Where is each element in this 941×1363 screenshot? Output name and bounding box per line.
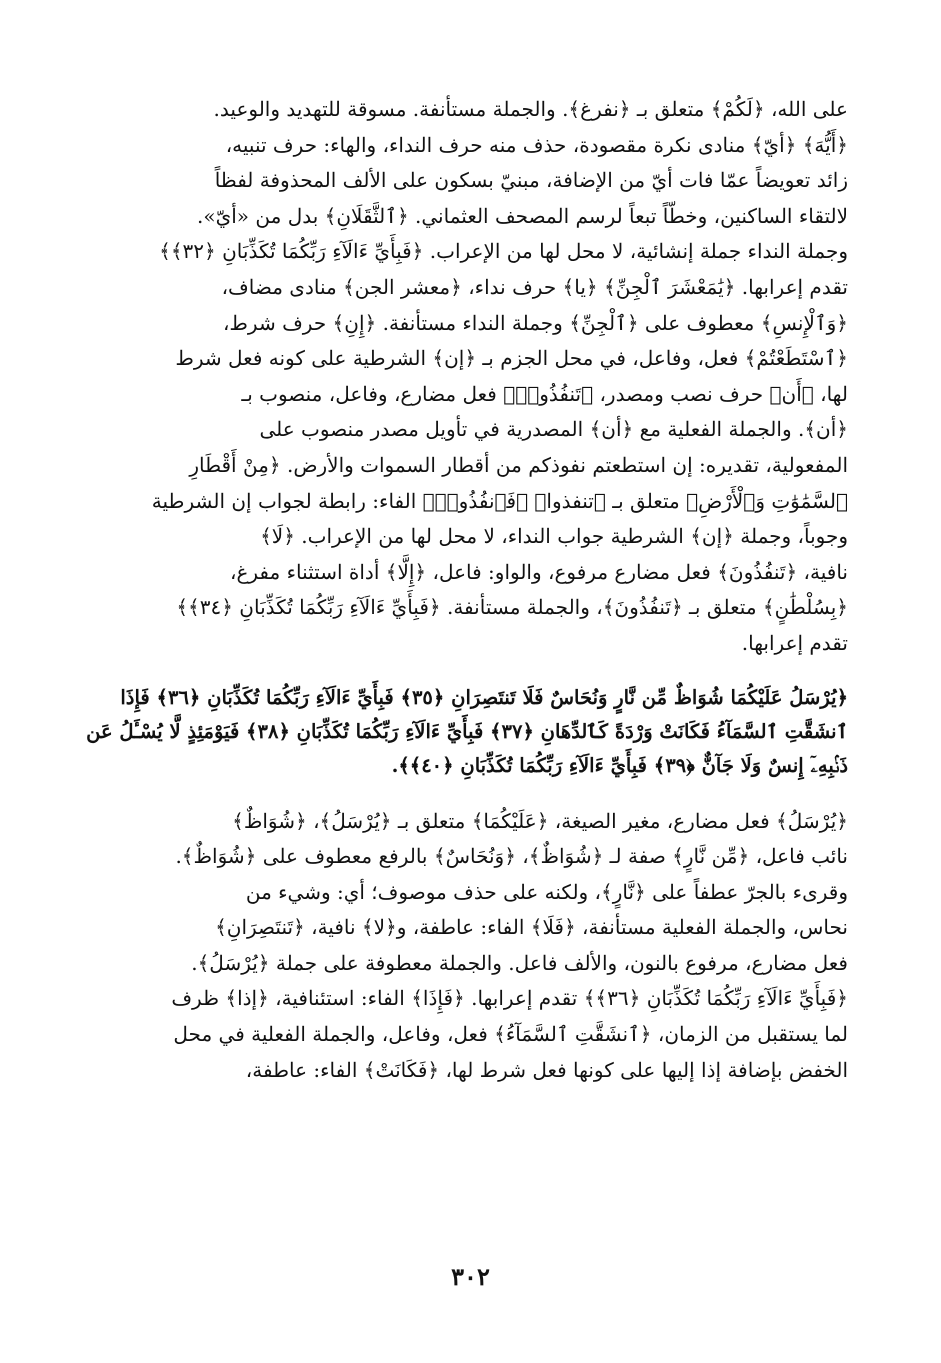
text-line: ﴿يُرْسَلُ﴾ فعل مضارع، مغير الصيغة، ﴿عَلَيْكُمَا﴾ متعلق بـ ﴿يُرْسَلُ﴾، ﴿شُوَاظٌ﴾ — [232, 808, 848, 833]
text-line: الخفض بإضافة إذا إليها على كونها فعل شرط لها، ﴿فَكَانَتْ﴾ الفاء: عاطفة، — [245, 1057, 848, 1082]
text-line: لالتقاء الساكنين، وخطّاً تبعاً لرسم المصحف العثماني. ﴿ٱلثَّقَلَانِ﴾ بدل من «أيّ». — [197, 203, 848, 228]
text-line: تقدم إعرابها. — [741, 630, 848, 655]
text-line: نائب فاعل، ﴿مِّن نَّارٍ﴾ صفة لـ ﴿شُوَاظٌ﴾، ﴿وَنُحَاسٌ﴾ بالرفع معطوف على ﴿شُوَاظٌ﴾. — [175, 844, 848, 869]
paragraph-3 — [72, 804, 848, 1089]
quran-verses-block — [72, 681, 848, 783]
page-number: ٣٠٢ — [451, 1262, 490, 1291]
text-line: نحاس، والجملة الفعلية مستأنفة، ﴿فَلَا﴾ الفاء: عاطفة، و﴿لا﴾ نافية، ﴿تَنتَصِرَانِ﴾ — [215, 915, 848, 940]
verse-line: ذَنۢبِهِۦٓ إِنسٌ وَلَا جَآنٌّ ﴿٣٩﴾ فَبِأَيِّ ءَالَآءِ رَبِّكُمَا تُكَذِّبَانِ ﴿٤٠﴾﴾. — [391, 753, 848, 777]
text-line: وجوباً، وجملة ﴿إن﴾ الشرطية جواب النداء، لا محل لها من الإعراب. ﴿لَا﴾ — [260, 524, 848, 549]
text-line: لما يستقبل من الزمان، ﴿ٱنشَقَّتِ ٱلسَّمَآءُ﴾ فعل، وفاعل، والجملة الفعلية في محل — [173, 1022, 848, 1047]
text-line: نافية، ﴿تَنفُذُونَ﴾ فعل مضارع مرفوع، والواو: فاعل، ﴿إِلَّا﴾ أداة استثناء مفرغ، — [230, 559, 848, 584]
verse-line: ٱنشَقَّتِ ٱلسَّمَآءُ فَكَانَتْ وَرْدَةً كَٱلدِّهَانِ ﴿٣٧﴾ فَبِأَيِّ ءَالَآءِ رَبِّكُمَا تُكَذِّبَانِ ﴿٣٨﴾ فَيَوْمَئِذٍ لَّا يُسْـَٔلُ عَن — [86, 719, 848, 743]
text-line: تقدم إعرابها. ﴿يَٰمَعْشَرَ ٱلْجِنِّ﴾ ﴿يا﴾ حرف نداء، ﴿معشر الجن﴾ منادى مضاف، — [221, 274, 848, 299]
text-line: على الله، ﴿لَكُمْ﴾ متعلق بـ ﴿نفرغ﴾. والجملة مستأنفة. مسوقة للتهديد والوعيد. — [213, 97, 848, 121]
text-line: ﴿ٱسْتَطَعْتُمْ﴾ فعل، وفاعل، في محل الجزم بـ ﴿إن﴾ الشرطية على كونه فعل شرط — [175, 346, 848, 371]
text-line: ﴿فَبِأَيِّ ءَالَآءِ رَبِّكُمَا تُكَذِّبَانِ ﴿٣٦﴾﴾ تقدم إعرابها. ﴿فَإِذَا﴾ الفاء: استئنافية، ﴿إذا﴾ ظرف — [171, 986, 848, 1011]
text-line: ﴿بِسُلْطَٰنٍ﴾ متعلق بـ ﴿تَنفُذُونَ﴾، والجملة مستأنفة. ﴿فَبِأَيِّ ءَالَآءِ رَبِّكُمَا تُكَذِّبَانِ ﴿٣٤﴾﴾ — [176, 595, 848, 620]
text-line: ﴿أَيُّهَ﴾ ﴿أيّ﴾ منادى نكرة مقصودة، حذف منه حرف النداء، والهاء: حرف تنبيه، — [225, 132, 848, 157]
text-line: وجملة النداء جملة إنشائية، لا محل لها من الإعراب. ﴿فَبِأَيِّ ءَالَآءِ رَبِّكُمَا تُكَذِّبَانِ ﴿٣٢﴾﴾ — [159, 239, 848, 264]
text-line: ﴿وَٱلْإِنسِ﴾ معطوف على ﴿ٱلْجِنِّ﴾ وجملة النداء مستأنفة. ﴿إِنِ﴾ حرف شرط، — [222, 310, 848, 335]
text-line: فعل مضارع، مرفوع بالنون، والألف فاعل. والجملة معطوفة على جملة ﴿يُرْسَلُ﴾. — [191, 950, 848, 975]
text-line: المفعولية، تقديره: إن استطعتم نفوذكم من أقطار السموات والأرض. ﴿مِنْ أَقْطَارِ — [189, 452, 848, 477]
text-line: زائد تعويضاً عمّا فات أيّ من الإضافة، مبنيّ بسكون على الألف المحذوفة لفظاً — [214, 168, 848, 193]
paragraph-1 — [72, 92, 848, 662]
verse-line: ﴿يُرْسَلُ عَلَيْكُمَا شُوَاظٌ مِّن نَّارٍ وَنُحَاسٌ فَلَا تَنتَصِرَانِ ﴿٣٥﴾ فَبِأَيِّ ءَالَآءِ رَبِّكُمَا تُكَذِّبَانِ ﴿٣٦﴾ فَإِذَا — [120, 685, 848, 709]
text-line: ٱلسَّمَٰوَٰتِ وَٱلْأَرْضِ﴾ متعلق بـ ﴿تنفذوا﴾ ﴿فَٱنفُذُوا۟﴾ الفاء: رابطة لجواب إن الشرطية — [151, 488, 848, 513]
text-line: لها، ﴿أَن﴾ حرف نصب ومصدر، ﴿تَنفُذُوا۟﴾ فعل مضارع، وفاعل، منصوب بـ — [241, 381, 848, 406]
text-line: وقرىء بالجرّ عطفاً على ﴿نَّارٍ﴾، ولكنه على حذف موصوف؛ أي: وشيء من — [245, 879, 848, 904]
text-line: ﴿أن﴾. والجملة الفعلية مع ﴿أن﴾ المصدرية في تأويل مصدر منصوب على — [259, 417, 848, 442]
page-body — [72, 92, 848, 1088]
